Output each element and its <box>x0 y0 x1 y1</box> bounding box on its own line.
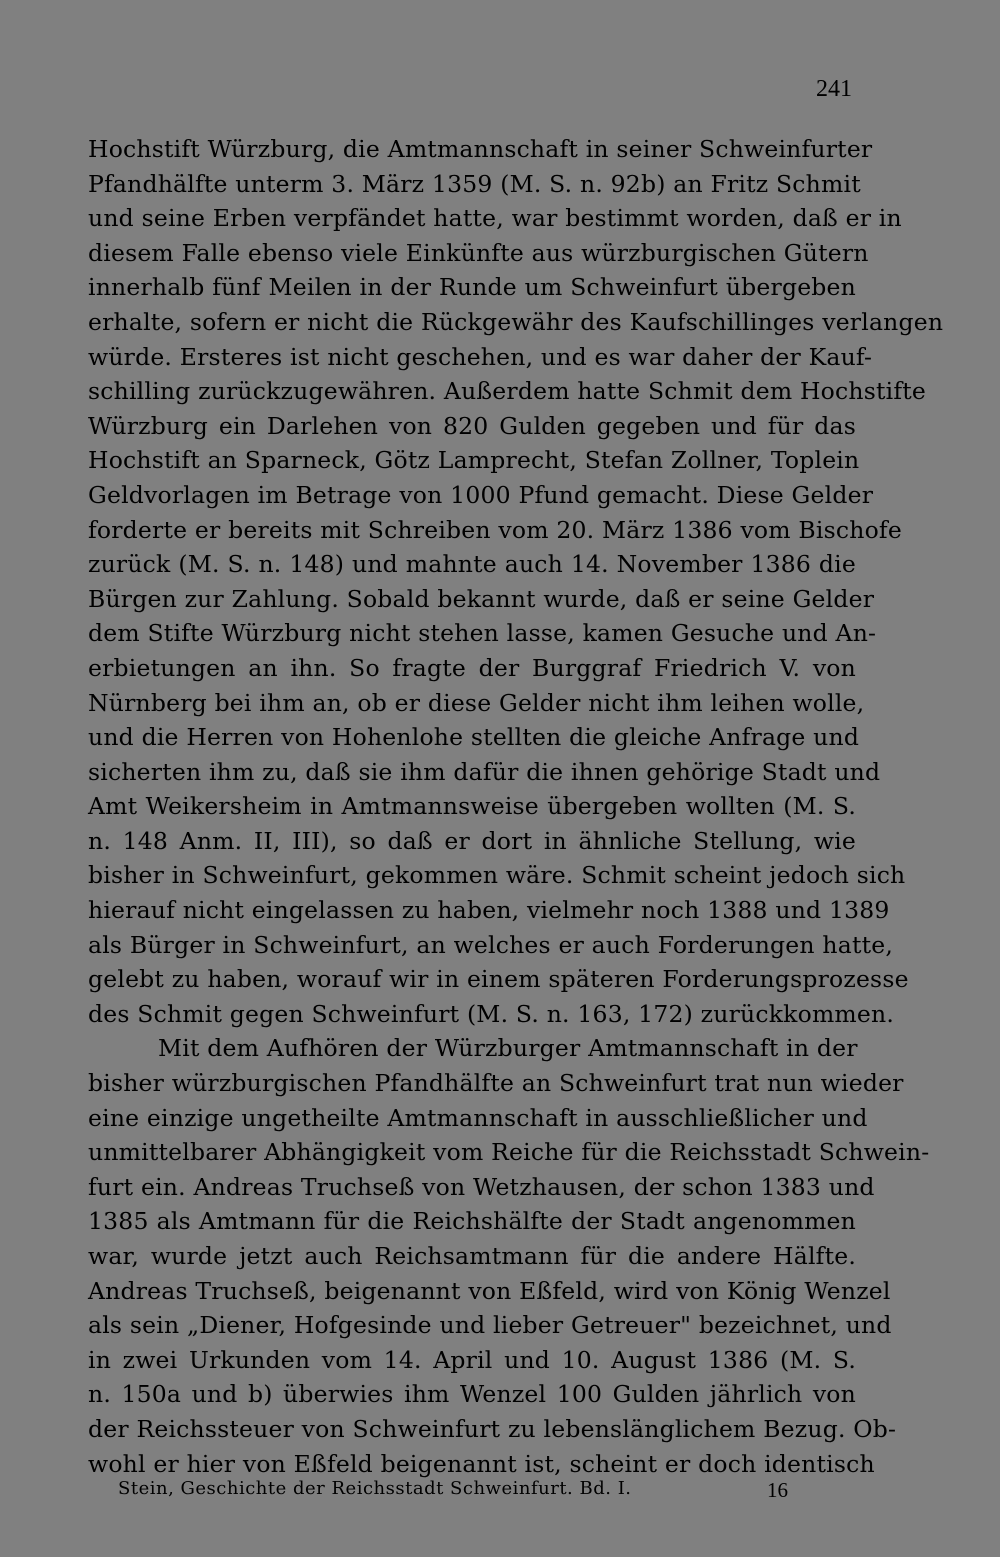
text-line: 1385 als Amtmann für die Reichshälfte der Stadt angenommen <box>88 1207 856 1236</box>
text-line: sicherten ihm zu, daß sie ihm dafür die ihnen gehörige Stadt und <box>88 757 881 786</box>
text-line: erbietungen an ihn. So fragte der Burggraf Friedrich V. von <box>88 653 856 682</box>
page-number: 241 <box>816 76 852 102</box>
text-line: zurück (M. S. n. 148) und mahnte auch 14. November 1386 die <box>88 550 856 579</box>
text-line: Nürnberg bei ihm an, ob er diese Gelder nicht ihm leihen wolle, <box>88 688 865 717</box>
text-line: und seine Erben verpfändet hatte, war bestimmt worden, daß er in <box>88 204 902 233</box>
text-line: Andreas Truchseß, beigenannt von Eßfeld, wird von König Wenzel <box>88 1276 891 1305</box>
text-line: diesem Falle ebenso viele Einkünfte aus würzburgischen Gütern <box>88 238 869 267</box>
text-line: unmittelbarer Abhängigkeit vom Reiche für die Reichsstadt Schwein- <box>88 1138 930 1167</box>
text-line: Pfandhälfte unterm 3. März 1359 (M. S. n. 92b) an Fritz Schmit <box>88 169 861 198</box>
text-line: forderte er bereits mit Schreiben vom 20. März 1386 vom Bischofe <box>88 515 902 544</box>
text-line: Hochstift Würzburg, die Amtmannschaft in seiner Schweinfurter <box>88 135 873 163</box>
text-line: eine einzige ungetheilte Amtmannschaft in ausschließlicher und <box>88 1103 868 1132</box>
text-line: wohl er hier von Eßfeld beigenannt ist, scheint er doch identisch <box>88 1449 875 1478</box>
text-line: n. 148 Anm. II, III), so daß er dort in ähnliche Stellung, wie <box>88 826 856 855</box>
page-footer <box>118 1478 788 1503</box>
text-line: in zwei Urkunden vom 14. April und 10. August 1386 (M. S. <box>88 1345 856 1374</box>
text-line: des Schmit gegen Schweinfurt (M. S. n. 163, 172) zurückkommen. <box>88 999 895 1028</box>
text-line: innerhalb fünf Meilen in der Runde um Schweinfurt übergeben <box>88 273 856 302</box>
text-line: bisher würzburgischen Pfandhälfte an Schweinfurt trat nun wieder <box>88 1069 904 1098</box>
text-line: Hochstift an Sparneck, Götz Lamprecht, Stefan Zollner, Toplein <box>88 446 860 475</box>
footer-signature: Stein, Geschichte der Reichsstadt Schweinfurt. Bd. I. <box>118 1478 632 1499</box>
text-line: Amt Weikersheim in Amtmannsweise übergeben wollten (M. S. <box>88 792 856 821</box>
text-line: der Reichssteuer von Schweinfurt zu lebenslänglichem Bezug. Ob- <box>88 1414 897 1443</box>
text-line: furt ein. Andreas Truchseß von Wetzhausen, der schon 1383 und <box>88 1172 875 1201</box>
text-line: bisher in Schweinfurt, gekommen wäre. Schmit scheint jedoch sich <box>88 861 906 890</box>
text-line: schilling zurückzugewähren. Außerdem hatte Schmit dem Hochstifte <box>88 377 926 406</box>
sheet-number: 16 <box>767 1478 788 1502</box>
text-line: dem Stifte Würzburg nicht stehen lasse, kamen Gesuche und An- <box>88 619 877 648</box>
text-line: erhalte, sofern er nicht die Rückgewähr des Kaufschillinges verlangen <box>88 307 944 336</box>
text-line: als sein „Diener, Hofgesinde und lieber Getreuer" bezeichnet, und <box>88 1311 892 1340</box>
text-line: Bürgen zur Zahlung. Sobald bekannt wurde, daß er seine Gelder <box>88 584 875 613</box>
text-line: und die Herren von Hohenlohe stellten die gleiche Anfrage und <box>88 723 860 752</box>
text-line: war, wurde jetzt auch Reichsamtmann für die andere Hälfte. <box>88 1242 856 1270</box>
text-line: würde. Ersteres ist nicht geschehen, und es war daher der Kauf- <box>88 342 873 371</box>
text-line: als Bürger in Schweinfurt, an welches er auch Forderungen hatte, <box>88 930 894 959</box>
text-line: Würzburg ein Darlehen von 820 Gulden gegeben und für das <box>88 411 856 440</box>
text-line: hierauf nicht eingelassen zu haben, vielmehr noch 1388 und 1389 <box>88 896 890 925</box>
text-line: n. 150a und b) überwies ihm Wenzel 100 Gulden jährlich von <box>88 1380 856 1409</box>
body-text <box>88 132 944 1481</box>
text-line: Geldvorlagen im Betrage von 1000 Pfund gemacht. Diese Gelder <box>88 480 874 509</box>
text-line: gelebt zu haben, worauf wir in einem späteren Forderungsprozesse <box>88 965 909 994</box>
text-line: Mit dem Aufhören der Würzburger Amtmannschaft in der <box>158 1034 858 1063</box>
